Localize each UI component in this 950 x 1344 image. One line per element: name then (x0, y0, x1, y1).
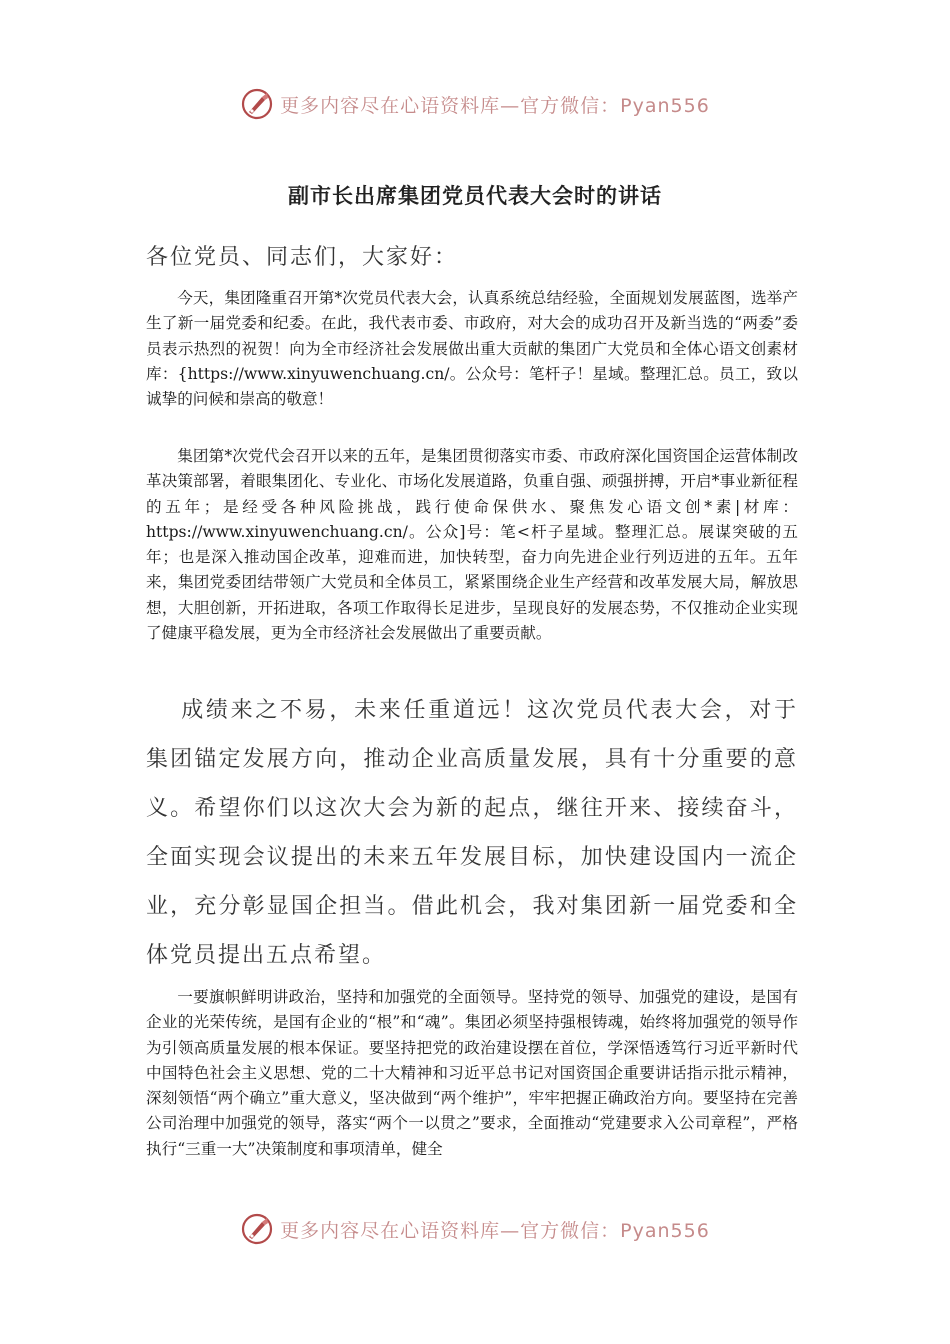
header-banner (0, 84, 950, 124)
pen-nib-logo-icon (240, 1212, 274, 1246)
footer-banner (0, 1209, 950, 1249)
paragraph-opening: 今天，集团隆重召开第*次党员代表大会，认真系统总结经验，全面规划发展蓝图，选举产生了新一届党委和纪委。在此，我代表市委、市政府，对大会的成功召开及新当选的“两委”委员表示热烈的祝贺！向为全市经济社会发展做出重大贡献的集团广大党员和全体心语文创素材库：{https://www.xinyuwenchuang.cn/。公众号：笔杆子！星域。整理汇总。员工，致以诚挚的问候和崇高的敬意！ (146, 289, 798, 409)
document-title: 副市长出席集团党员代表大会时的讲话 (288, 184, 662, 208)
paragraph-review: 集团第*次党代会召开以来的五年，是集团贯彻落实市委、市政府深化国资国企运营体制改革决策部署，着眼集团化、专业化、市场化发展道路，负重自强、顽强拼搏，开启*事业新征程的五年；是经受各种风险挑战，践行使命保供水、聚焦发心语文创*素|材库：https://www.xinyuwenchuang.cn/。公众]号：笔<杆子星域。整理汇总。展谋突破的五年；也是深入推动国企改革，迎难而进，加快转型，奋力向先进企业行列迈进的五年。五年来，集团党委团结带领广大党员和全体员工，紧紧围绕企业生产经营和改革发展大局，解放思想，大胆创新，开拓进取，各项工作取得长足进步，呈现良好的发展态势，不仅推动企业实现了健康平稳发展，更为全市经济社会发展做出了重要贡献。 (146, 447, 798, 643)
banner-text: 更多内容尽在心语资料库—官方微信：Pyan556 (280, 94, 710, 117)
greeting: 各位党员、同志们，大家好： (146, 245, 459, 270)
paragraph-significance: 成绩来之不易，未来任重道远！这次党员代表大会，对于集团锚定发展方向，推动企业高质量发展，具有十分重要的意义。希望你们以这次大会为新的起点，继往开来、接续奋斗，全面实现会议提出的未来五年发展目标，加快建设国内一流企业，充分彰显国企担当。借此机会，我对集团新一届党委和全体党员提出五点希望。 (146, 698, 798, 968)
banner-text: 更多内容尽在心语资料库—官方微信：Pyan556 (280, 1219, 710, 1242)
wechat-id: Pyan556 (620, 94, 710, 117)
paragraph-hope-one: 一要旗帜鲜明讲政治，坚持和加强党的全面领导。坚持党的领导、加强党的建设，是国有企业的光荣传统，是国有企业的“根”和“魂”。集团必须坚持强根铸魂，始终将加强党的领导作为引领高质量发展的根本保证。要坚持把党的政治建设摆在首位，学深悟透笃行习近平新时代中国特色社会主义思想、党的二十大精神和习近平总书记对国资国企重要讲话指示批示精神，深刻领悟“两个确立”重大意义，坚决做到“两个维护”，牢牢把握正确政治方向。要坚持在完善公司治理中加强党的领导，落实“两个一以贯之”要求，全面推动“党建要求入公司章程”，严格执行“三重一大”决策制度和事项清单，健全 (146, 988, 798, 1158)
wechat-id: Pyan556 (620, 1219, 710, 1242)
pen-nib-logo-icon (240, 87, 274, 121)
